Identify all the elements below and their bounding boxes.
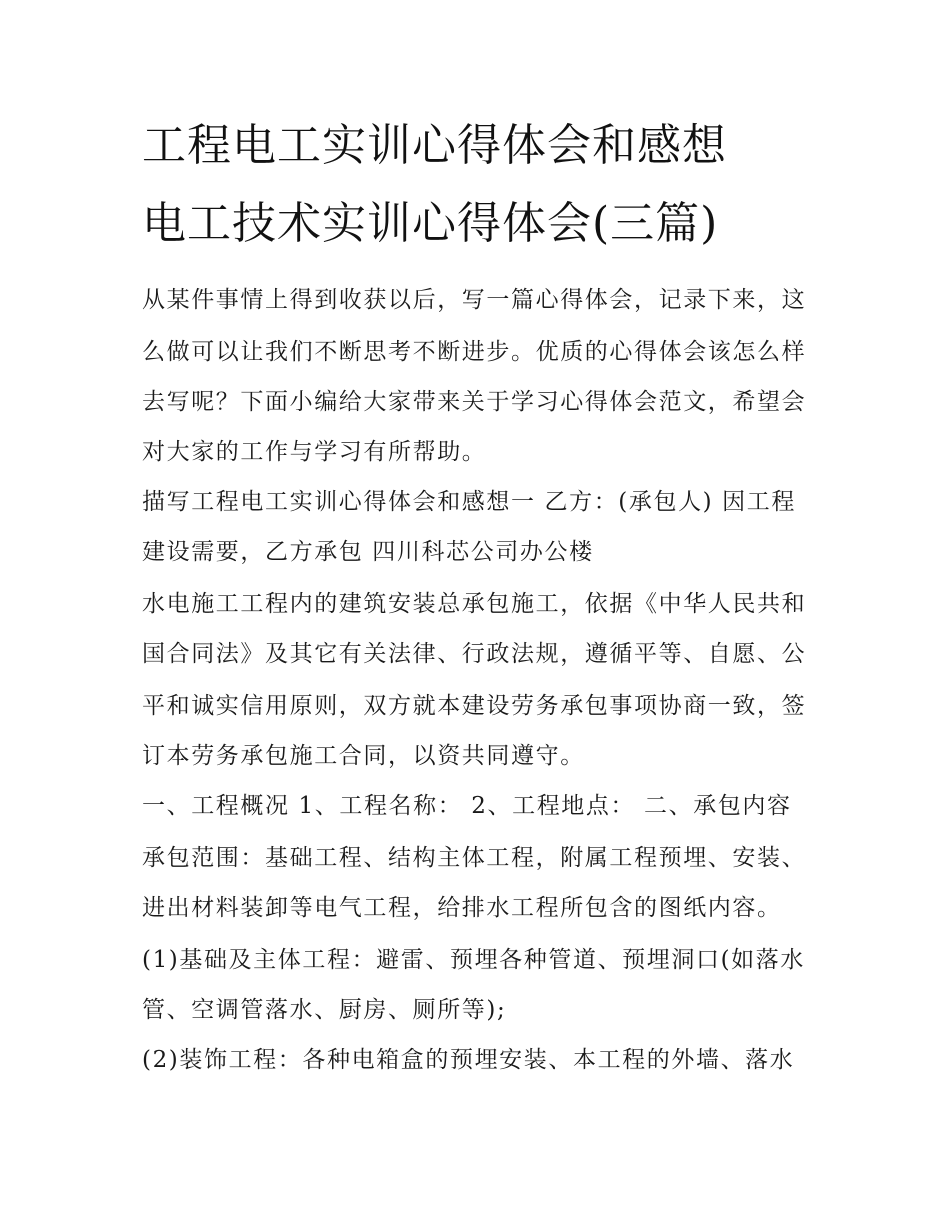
paragraph-line: 进出材料装卸等电气工程，给排水工程所包含的图纸内容。 [142,895,782,921]
paragraph-line: 建设需要，乙方承包 四川科芯公司办公楼 [142,539,594,565]
paragraph-line: 订本劳务承包施工合同，以资共同遵守。 [142,743,585,769]
paragraph-line: 从某件事情上得到收获以后，写一篇心得体会，记录下来，这 [142,287,807,313]
paragraph-line: 平和诚实信用原则，双方就本建设劳务承包事项协商一致，签 [142,693,807,719]
paragraph-line: (2)装饰工程：各种电箱盒的预埋安装、本工程的外墙、落水 [142,1047,795,1073]
document-title-line-1: 工程电工实训心得体会和感想 [142,120,727,171]
paragraph-line: 承包范围：基础工程、结构主体工程，附属工程预埋、安装、 [142,845,807,871]
paragraph-line: 水电施工工程内的建筑安装总承包施工，依据《中华人民共和 [142,591,807,617]
paragraph-line: 一、工程概况 1、工程名称： 2、工程地点： 二、承包内容 [142,793,792,819]
document-title-line-2: 电工技术实训心得体会(三篇) [142,198,719,249]
paragraph-line: 去写呢？下面小编给大家带来关于学习心得体会范文，希望会 [142,389,807,415]
paragraph-line: (1)基础及主体工程：避雷、预埋各种管道、预埋洞口(如落水 [142,947,805,973]
paragraph-line: 描写工程电工实训心得体会和感想一 乙方：(承包人) 因工程 [142,489,796,515]
paragraph-line: 国合同法》及其它有关法律、行政法规，遵循平等、自愿、公 [142,641,807,667]
paragraph-line: 对大家的工作与学习有所帮助。 [142,439,487,465]
paragraph-line: 管、空调管落水、厨房、厕所等); [142,997,507,1023]
paragraph-line: 么做可以让我们不断思考不断进步。优质的心得体会该怎么样 [142,339,807,365]
